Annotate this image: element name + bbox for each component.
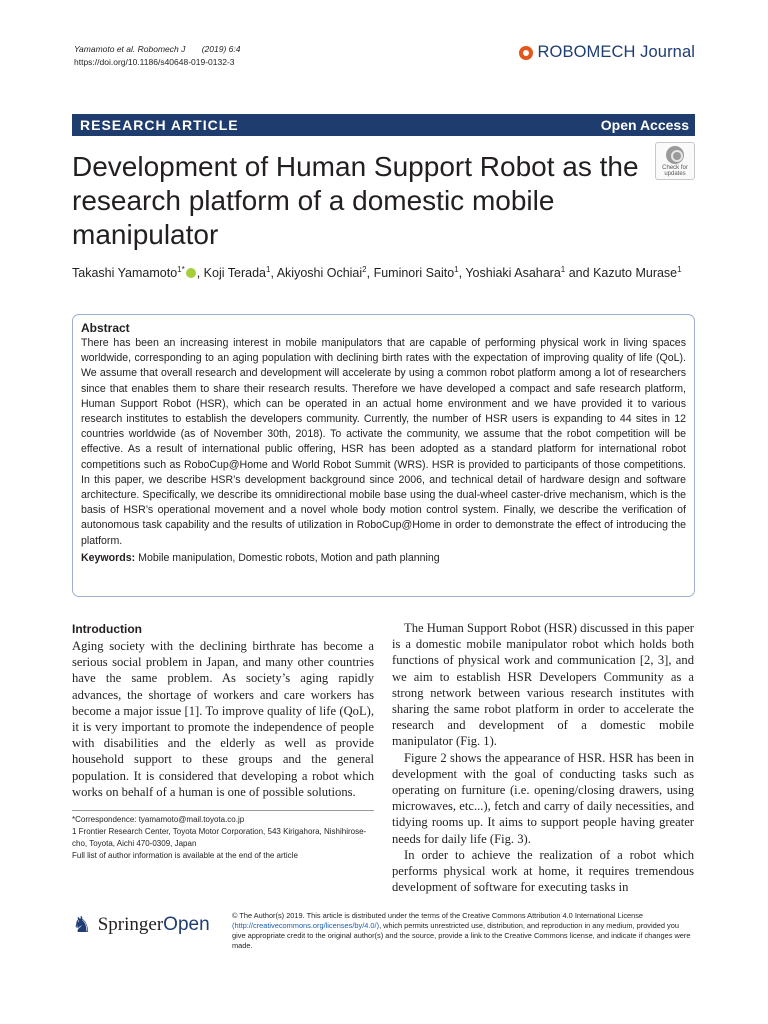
license-rest: , which permits unrestricted use, distribution, and reproduction in any medium, provided you give appropriate credit to the original author(s) and the source, provide a link to the Creative Commons license, and indicate if changes were made. [232, 921, 691, 950]
body-paragraph: Aging society with the declining birthrate has become a serious social problem in Japan, and many other countries have the same problem. As society’s aging rapidly advances, the shortage of workers and care workers has become a major issue [1]. To improve quality of life (QoL), it is very important to promote the independence of people with disabilities and the elderly as well as provide household support to these groups and the general population. It is considered that developing a robot which works on behalf of a human is one of possible solutions. [72, 639, 374, 799]
author-list: Takashi Yamamoto$^{1*}$ , Koji Terada$^1$, Akiyoshi Ochiai$^2$, Fuminori Saito$^1$, Yoshiaki Asahara$^1$ and Kazuto Murase$^1$ [72, 265, 682, 281]
open-access-badge: Open Access [593, 114, 695, 136]
correspondence-note: *Correspondence: tyamamoto@mail.toyota.co.jp [72, 815, 245, 824]
author-name[interactable]: Koji Terada [203, 266, 266, 281]
publisher-suffix: Open [163, 914, 210, 935]
body-left-column [72, 620, 374, 800]
citation-year: (2019) 6:4 [201, 44, 241, 54]
citation-authors: Yamamoto et al. Robomech J [74, 44, 186, 54]
introduction-heading: Introduction [72, 622, 142, 636]
affiliation-note: 1 Frontier Research Center, Toyota Motor Corporation, 543 Kirigahora, Nishihirose-cho, Toyota, Aichi 470-0309, Japan [72, 827, 367, 848]
publisher-name: SpringerOpen [97, 914, 210, 935]
keywords-label: Keywords: [81, 551, 136, 564]
author-affiliation: 1 [677, 265, 682, 274]
author-affiliation: 1 [560, 265, 566, 274]
body-paragraph: In order to achieve the realization of a robot which performs physical work at home, it requires tremendous development of software for executing tasks in [392, 847, 694, 895]
abstract-box [72, 314, 695, 597]
author-name[interactable]: Takashi Yamamoto [72, 266, 178, 281]
springer-open-logo[interactable] [72, 912, 210, 938]
keywords-list: Mobile manipulation, Domestic robots, Motion and path planning [138, 551, 440, 564]
body-right-column [392, 620, 694, 895]
springer-horse-icon: ♞ [72, 912, 92, 937]
author-affiliation: 2 [362, 265, 367, 274]
check-updates-icon [666, 146, 684, 164]
author-name[interactable]: Fuminori Saito [373, 266, 455, 281]
author-name[interactable]: Kazuto Murase [593, 266, 678, 281]
license-text: © The Author(s) 2019. This article is distributed under the terms of the Creative Commons Attribution 4.0 International License [232, 911, 644, 920]
article-type: RESEARCH ARTICLE [80, 117, 239, 133]
check-for-updates-button[interactable] [655, 142, 695, 180]
body-paragraph: Figure 2 shows the appearance of HSR. HSR has been in development with the goal of conducting tasks such as operating on furniture (i.e. opening/closing drawers, using microwaves, etc...), fetch and carry of daily necessities, and tidying rooms up. It aims to support people having greater needs for daily life (Fig. 3). [392, 750, 694, 846]
author-info-note: Full list of author information is available at the end of the article [72, 851, 298, 860]
journal-name: ROBOMECH Journal [537, 43, 695, 61]
orcid-icon[interactable] [186, 268, 196, 278]
abstract-heading: Abstract [81, 321, 130, 335]
article-title: Development of Human Support Robot as the research platform of a domestic mobile manipulator [72, 151, 639, 250]
abstract-text: There has been an increasing interest in mobile manipulators that are capable of performing physical work in living spaces worldwide, corresponding to an aging population with declining birth rates with the expectation of improving quality of life (QoL). We assume that overall research and development will accelerate by using a common robot platform among a lot of researchers since that enables them to share their research results. Therefore we have developed a compact and safe research platform, Human Support Robot (HSR), which can be operated in an actual home environment and we have provided it to various research institutes to establish the developers community. Currently, the number of HSR users is expanding to 44 sites in 12 countries worldwide (as of November 30th, 2018). To activate the community, we assume that the robot competition will be effective. As a result of international public offering, HSR has been adopted as a standard platform for international robot competitions such as RoboCup@Home and World Robot Summit (WRS). HSR is provided to participants of those competitions. In this paper, we describe HSR’s development background since 2006, and technical detail of hardware design and software architecture. Specifically, we describe its omnidirectional mobile base using the dual-wheel caster-drive mechanism, which is the basis of HSR’s operational movement and a novel whole body motion control system. Finally, we describe the verification of autonomous task capability and the results of utilization in RoboCup@Home in order to demonstrate the effect of introducing the platform. [81, 337, 686, 547]
doi-link[interactable]: https://doi.org/10.1186/s40648-019-0132-3 [74, 57, 235, 67]
author-name[interactable]: Akiyoshi Ochiai [276, 266, 363, 281]
author-affiliation: 1 [454, 265, 459, 274]
license-notice [232, 911, 694, 951]
body-paragraph: The Human Support Robot (HSR) discussed in this paper is a domestic mobile manipulator robot which holds both functions of physical work and communication [2, 3], and we aim to establish HSR Developers Community as a strong network between various research institutes with sharing the same robot platform in order to accelerate the research and development of a domestic mobile manipulator (Fig. 1). [392, 621, 694, 749]
author-affiliation: 1* [177, 265, 185, 274]
robomech-logo-icon [519, 46, 533, 60]
license-link[interactable]: (http://creativecommons.org/licenses/by/4.0/) [232, 921, 380, 930]
author-name[interactable]: Yoshiaki Asahara [465, 266, 561, 281]
check-updates-label: Check for updates [662, 165, 688, 177]
journal-brand[interactable] [519, 43, 695, 62]
citation-header [74, 43, 240, 69]
author-affiliation: 1 [265, 265, 271, 274]
keywords [81, 551, 686, 566]
footnotes [72, 810, 374, 862]
